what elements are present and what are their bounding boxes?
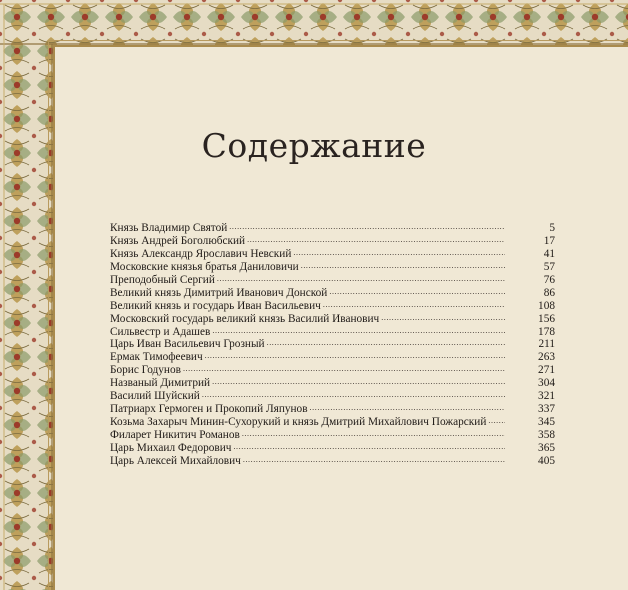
toc-page-number: 358 [538, 429, 555, 441]
dot-leader [202, 388, 505, 402]
toc-row [110, 455, 555, 468]
toc-page-number: 57 [543, 260, 555, 273]
toc-page-number: 337 [538, 403, 555, 416]
dot-leader [381, 311, 505, 325]
toc-page-number: 108 [538, 299, 555, 312]
toc-entry-title: Московский государь великий князь Василий Иванович [110, 312, 380, 325]
toc-page-number: 365 [538, 441, 555, 454]
dot-leader [212, 324, 505, 338]
toc-page-number: 271 [538, 364, 555, 377]
dot-leader [247, 233, 505, 247]
toc-page-number: 178 [538, 325, 555, 338]
dot-leader [301, 259, 505, 273]
toc-entry-title: Великий князь Димитрий Иванович Донской [110, 286, 328, 299]
dot-leader [242, 427, 505, 441]
dot-leader [233, 440, 505, 454]
toc-page-number: 263 [538, 351, 555, 364]
toc-entry-title: Козьма Захарыч Минин-Сухорукий и князь Дмитрий Михайлович Пожарский [110, 416, 487, 429]
toc-entry-title: Названый Димитрий [110, 377, 211, 390]
toc-entry-title: Князь Владимир Святой [110, 222, 228, 234]
dot-leader [267, 336, 505, 350]
toc-page-number: 211 [538, 338, 555, 351]
toc-entry-title: Патриарх Гермоген и Прокопий Ляпунов [110, 403, 308, 416]
toc-entry-title: Царь Иван Васильевич Грозный [110, 338, 265, 351]
toc-page-number: 345 [538, 416, 555, 429]
dot-leader [243, 453, 505, 467]
page-title: Содержание [201, 126, 427, 165]
toc-entry-title: Василий Шуйский [110, 390, 200, 403]
toc-entry-title: Князь Александр Ярославич Невский [110, 247, 292, 260]
toc-page-number: 304 [538, 377, 555, 390]
dot-leader [205, 349, 505, 363]
toc-entry-title: Московские князья братья Даниловичи [110, 260, 299, 273]
toc-entry-title: Великий князь и государь Иван Васильевич [110, 299, 321, 312]
toc-page-number: 5 [549, 222, 555, 234]
toc-page-number: 41 [543, 247, 555, 260]
dot-leader [293, 246, 505, 260]
toc-entry-title: Преподобный Сергий [110, 273, 215, 286]
toc-entry-title: Князь Андрей Боголюбский [110, 234, 246, 247]
toc-page-number: 405 [538, 454, 555, 467]
toc-page-number: 156 [538, 312, 555, 325]
dot-leader [183, 362, 505, 376]
dot-leader [329, 285, 505, 299]
toc-entry-title: Филарет Никитич Романов [110, 429, 240, 441]
toc-entry-title: Ермак Тимофеевич [110, 351, 203, 364]
dot-leader [212, 375, 505, 389]
toc-entry-title: Царь Михаил Федорович [110, 441, 232, 454]
toc-page-number: 76 [543, 273, 555, 286]
dot-leader [310, 401, 505, 415]
toc-page-number: 17 [543, 234, 555, 247]
toc-entry-title: Царь Алексей Михайлович [110, 454, 241, 467]
dot-leader [217, 272, 505, 286]
toc-page-number: 86 [543, 286, 555, 299]
toc-entry-title: Сильвестр и Адашев [110, 325, 211, 338]
toc-page-number: 321 [538, 390, 555, 403]
dot-leader [229, 220, 505, 234]
dot-leader [323, 298, 505, 312]
table-of-contents [110, 222, 555, 468]
dot-leader [488, 414, 505, 428]
toc-entry-title: Борис Годунов [110, 364, 181, 377]
